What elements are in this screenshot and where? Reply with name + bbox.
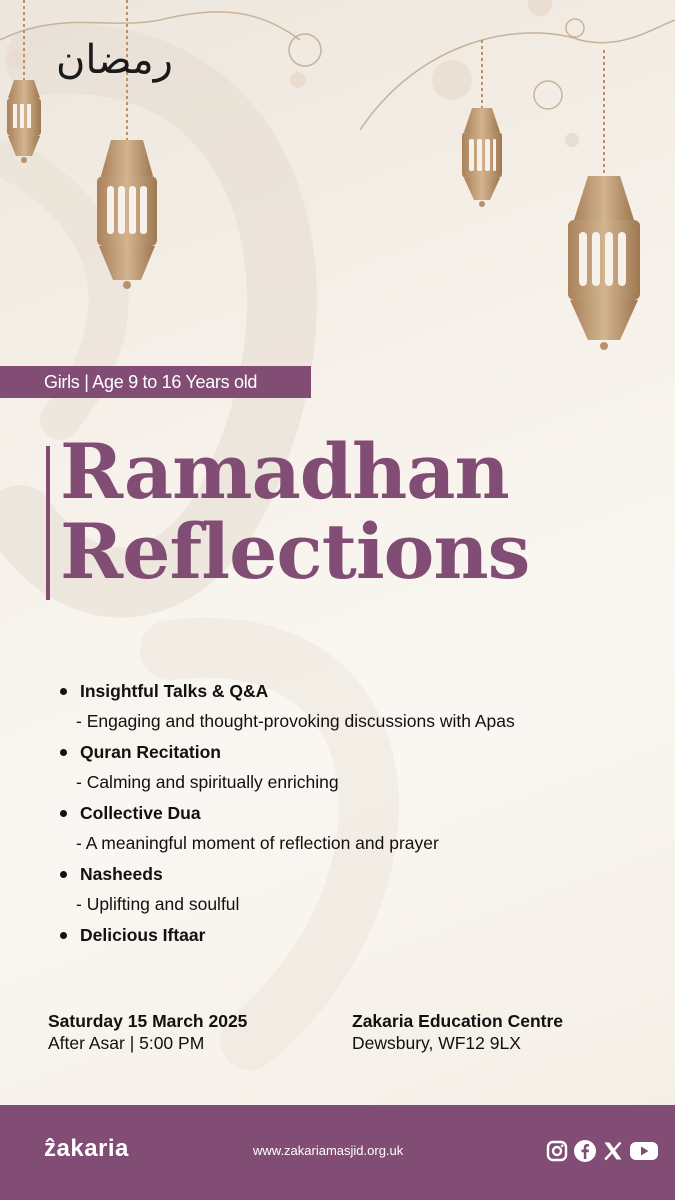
- feature-heading: Collective Dua: [80, 802, 201, 823]
- event-title: [60, 427, 530, 596]
- feature-heading: Insightful Talks & Q&A: [80, 680, 269, 701]
- feature-heading: Delicious Iftaar: [80, 924, 206, 945]
- feature-list: [60, 676, 640, 950]
- list-item: [60, 676, 640, 737]
- list-item: [60, 798, 640, 859]
- lantern-1: [7, 80, 41, 163]
- bullet-icon: [60, 932, 67, 939]
- list-item: [60, 859, 640, 920]
- feature-heading: Nasheeds: [80, 863, 163, 884]
- audience-banner: Girls | Age 9 to 16 Years old: [0, 366, 311, 398]
- footer: [0, 1105, 675, 1200]
- lantern-4: [568, 176, 640, 350]
- feature-heading: Quran Recitation: [80, 741, 221, 762]
- lantern-2: [97, 140, 157, 289]
- feature-description: - A meaningful moment of reflection and prayer: [76, 833, 439, 853]
- event-venue: Zakaria Education Centre: [352, 1011, 564, 1031]
- title-line-2: Reflections: [60, 507, 530, 596]
- facebook-icon[interactable]: [573, 1139, 597, 1163]
- bullet-icon: [60, 688, 67, 695]
- list-item: [60, 737, 640, 798]
- website-link[interactable]: www.zakariamasjid.org.uk: [253, 1143, 404, 1158]
- bullet-icon: [60, 810, 67, 817]
- youtube-icon[interactable]: [629, 1139, 653, 1163]
- event-location: [352, 1010, 563, 1054]
- social-links: [545, 1139, 653, 1163]
- event-time: After Asar | 5:00 PM: [48, 1033, 205, 1053]
- event-datetime: [48, 1010, 247, 1054]
- feature-description: - Calming and spiritually enriching: [76, 772, 339, 792]
- title-accent-bar: [46, 446, 50, 600]
- event-address: Dewsbury, WF12 9LX: [352, 1033, 521, 1053]
- instagram-icon[interactable]: [545, 1139, 569, 1163]
- brand-logo: ẑakaria: [44, 1135, 129, 1162]
- bullet-icon: [60, 749, 67, 756]
- feature-description: - Uplifting and soulful: [76, 894, 240, 914]
- event-date: Saturday 15 March 2025: [48, 1011, 248, 1031]
- title-line-1: Ramadhan: [60, 427, 509, 516]
- ramadan-arabic-calligraphy: رمضان: [56, 37, 173, 83]
- feature-description: - Engaging and thought-provoking discussions with Apas: [76, 711, 515, 731]
- list-item: [60, 920, 640, 950]
- bullet-icon: [60, 871, 67, 878]
- x-icon[interactable]: [601, 1139, 625, 1163]
- lantern-3: [462, 108, 502, 207]
